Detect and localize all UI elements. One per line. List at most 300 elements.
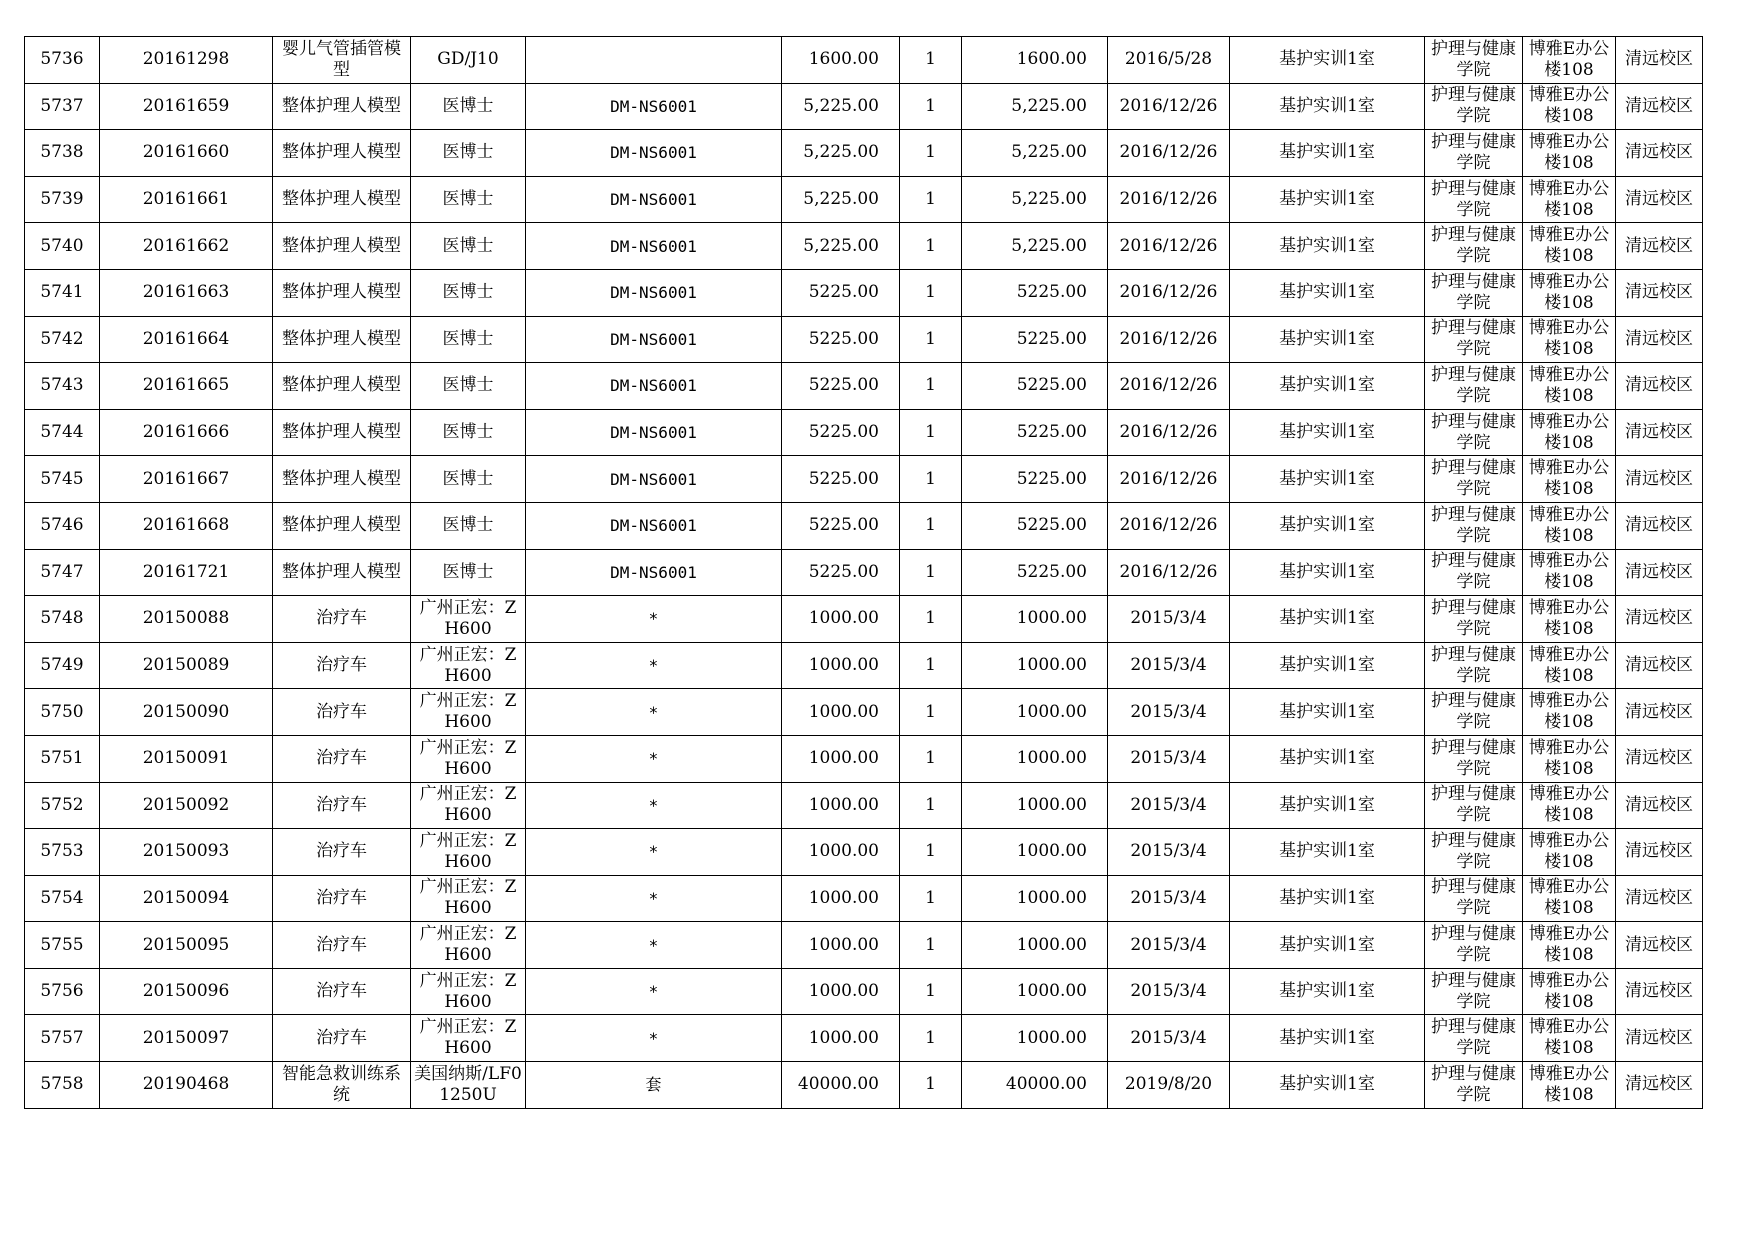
campus-cell: 清远校区 — [1616, 37, 1703, 84]
campus-cell: 清远校区 — [1616, 363, 1703, 410]
asset-code-cell: 20150096 — [100, 968, 273, 1015]
storage-room-cell: 基护实训1室 — [1230, 130, 1425, 177]
amount-cell: 1600.00 — [962, 37, 1108, 84]
storage-room-cell: 基护实训1室 — [1230, 502, 1425, 549]
spec-cell: DM-NS6001 — [526, 83, 782, 130]
asset-code-cell: 20150091 — [100, 735, 273, 782]
brand-model-cell: 广州正宏：ZH600 — [411, 782, 526, 829]
asset-name-cell: 整体护理人模型 — [273, 223, 411, 270]
unit-price-cell: 5225.00 — [782, 269, 900, 316]
unit-price-cell: 40000.00 — [782, 1062, 900, 1109]
department-cell: 护理与健康学院 — [1425, 223, 1523, 270]
brand-model-cell: 医博士 — [411, 456, 526, 503]
seq-cell: 5745 — [25, 456, 100, 503]
campus-cell: 清远校区 — [1616, 223, 1703, 270]
brand-model-cell: 广州正宏：ZH600 — [411, 735, 526, 782]
spec-cell: * — [526, 596, 782, 643]
campus-cell: 清远校区 — [1616, 735, 1703, 782]
purchase-date-cell: 2016/12/26 — [1108, 549, 1230, 596]
campus-cell: 清远校区 — [1616, 1062, 1703, 1109]
seq-cell: 5757 — [25, 1015, 100, 1062]
purchase-date-cell: 2019/8/20 — [1108, 1062, 1230, 1109]
asset-code-cell: 20161667 — [100, 456, 273, 503]
quantity-cell: 1 — [900, 223, 962, 270]
purchase-date-cell: 2016/12/26 — [1108, 363, 1230, 410]
campus-cell: 清远校区 — [1616, 130, 1703, 177]
table-row — [25, 735, 1703, 782]
purchase-date-cell: 2015/3/4 — [1108, 642, 1230, 689]
quantity-cell: 1 — [900, 549, 962, 596]
amount-cell: 40000.00 — [962, 1062, 1108, 1109]
campus-cell: 清远校区 — [1616, 782, 1703, 829]
table-row — [25, 596, 1703, 643]
quantity-cell: 1 — [900, 456, 962, 503]
amount-cell: 1000.00 — [962, 968, 1108, 1015]
campus-cell: 清远校区 — [1616, 269, 1703, 316]
asset-code-cell: 20161662 — [100, 223, 273, 270]
department-cell: 护理与健康学院 — [1425, 689, 1523, 736]
quantity-cell: 1 — [900, 875, 962, 922]
office-location-cell: 博雅E办公楼108 — [1523, 1015, 1616, 1062]
storage-room-cell: 基护实训1室 — [1230, 968, 1425, 1015]
storage-room-cell: 基护实训1室 — [1230, 735, 1425, 782]
table-row — [25, 409, 1703, 456]
asset-code-cell: 20150093 — [100, 829, 273, 876]
asset-name-cell: 整体护理人模型 — [273, 502, 411, 549]
table-row — [25, 1015, 1703, 1062]
purchase-date-cell: 2016/12/26 — [1108, 176, 1230, 223]
asset-name-cell: 整体护理人模型 — [273, 176, 411, 223]
storage-room-cell: 基护实训1室 — [1230, 223, 1425, 270]
asset-name-cell: 整体护理人模型 — [273, 409, 411, 456]
asset-code-cell: 20161666 — [100, 409, 273, 456]
office-location-cell: 博雅E办公楼108 — [1523, 130, 1616, 177]
purchase-date-cell: 2016/5/28 — [1108, 37, 1230, 84]
asset-name-cell: 整体护理人模型 — [273, 549, 411, 596]
asset-code-cell: 20150094 — [100, 875, 273, 922]
seq-cell: 5755 — [25, 922, 100, 969]
campus-cell: 清远校区 — [1616, 176, 1703, 223]
unit-price-cell: 1000.00 — [782, 1015, 900, 1062]
amount-cell: 5,225.00 — [962, 176, 1108, 223]
storage-room-cell: 基护实训1室 — [1230, 83, 1425, 130]
quantity-cell: 1 — [900, 968, 962, 1015]
brand-model-cell: 医博士 — [411, 502, 526, 549]
asset-code-cell: 20161659 — [100, 83, 273, 130]
asset-name-cell: 治疗车 — [273, 642, 411, 689]
table-body — [25, 37, 1703, 1109]
storage-room-cell: 基护实训1室 — [1230, 456, 1425, 503]
asset-name-cell: 整体护理人模型 — [273, 83, 411, 130]
office-location-cell: 博雅E办公楼108 — [1523, 502, 1616, 549]
quantity-cell: 1 — [900, 409, 962, 456]
storage-room-cell: 基护实训1室 — [1230, 176, 1425, 223]
unit-price-cell: 1000.00 — [782, 642, 900, 689]
purchase-date-cell: 2015/3/4 — [1108, 735, 1230, 782]
office-location-cell: 博雅E办公楼108 — [1523, 37, 1616, 84]
campus-cell: 清远校区 — [1616, 1015, 1703, 1062]
campus-cell: 清远校区 — [1616, 689, 1703, 736]
campus-cell: 清远校区 — [1616, 968, 1703, 1015]
spec-cell: DM-NS6001 — [526, 549, 782, 596]
unit-price-cell: 1600.00 — [782, 37, 900, 84]
quantity-cell: 1 — [900, 596, 962, 643]
office-location-cell: 博雅E办公楼108 — [1523, 223, 1616, 270]
asset-name-cell: 智能急救训练系统 — [273, 1062, 411, 1109]
department-cell: 护理与健康学院 — [1425, 596, 1523, 643]
table-row — [25, 269, 1703, 316]
department-cell: 护理与健康学院 — [1425, 642, 1523, 689]
purchase-date-cell: 2015/3/4 — [1108, 689, 1230, 736]
quantity-cell: 1 — [900, 363, 962, 410]
brand-model-cell: 广州正宏：ZH600 — [411, 1015, 526, 1062]
amount-cell: 5,225.00 — [962, 223, 1108, 270]
seq-cell: 5751 — [25, 735, 100, 782]
department-cell: 护理与健康学院 — [1425, 363, 1523, 410]
storage-room-cell: 基护实训1室 — [1230, 549, 1425, 596]
unit-price-cell: 1000.00 — [782, 922, 900, 969]
storage-room-cell: 基护实训1室 — [1230, 1015, 1425, 1062]
spec-cell: * — [526, 829, 782, 876]
seq-cell: 5756 — [25, 968, 100, 1015]
table-row — [25, 502, 1703, 549]
asset-name-cell: 整体护理人模型 — [273, 316, 411, 363]
asset-name-cell: 治疗车 — [273, 922, 411, 969]
asset-name-cell: 治疗车 — [273, 875, 411, 922]
table-row — [25, 968, 1703, 1015]
purchase-date-cell: 2015/3/4 — [1108, 968, 1230, 1015]
spec-cell: * — [526, 922, 782, 969]
spec-cell: * — [526, 642, 782, 689]
department-cell: 护理与健康学院 — [1425, 829, 1523, 876]
department-cell: 护理与健康学院 — [1425, 1062, 1523, 1109]
quantity-cell: 1 — [900, 922, 962, 969]
asset-code-cell: 20161664 — [100, 316, 273, 363]
brand-model-cell: 广州正宏：ZH600 — [411, 596, 526, 643]
storage-room-cell: 基护实训1室 — [1230, 596, 1425, 643]
brand-model-cell: 美国纳斯/LF01250U — [411, 1062, 526, 1109]
table-row — [25, 782, 1703, 829]
amount-cell: 1000.00 — [962, 922, 1108, 969]
asset-code-cell: 20161298 — [100, 37, 273, 84]
brand-model-cell: 医博士 — [411, 223, 526, 270]
department-cell: 护理与健康学院 — [1425, 968, 1523, 1015]
table-row — [25, 549, 1703, 596]
purchase-date-cell: 2016/12/26 — [1108, 83, 1230, 130]
unit-price-cell: 1000.00 — [782, 875, 900, 922]
asset-code-cell: 20161668 — [100, 502, 273, 549]
amount-cell: 1000.00 — [962, 829, 1108, 876]
brand-model-cell: 广州正宏：ZH600 — [411, 829, 526, 876]
unit-price-cell: 5225.00 — [782, 316, 900, 363]
asset-code-cell: 20150088 — [100, 596, 273, 643]
asset-code-cell: 20161663 — [100, 269, 273, 316]
department-cell: 护理与健康学院 — [1425, 735, 1523, 782]
office-location-cell: 博雅E办公楼108 — [1523, 1062, 1616, 1109]
campus-cell: 清远校区 — [1616, 922, 1703, 969]
spec-cell: DM-NS6001 — [526, 176, 782, 223]
seq-cell: 5753 — [25, 829, 100, 876]
amount-cell: 1000.00 — [962, 735, 1108, 782]
campus-cell: 清远校区 — [1616, 316, 1703, 363]
office-location-cell: 博雅E办公楼108 — [1523, 456, 1616, 503]
asset-name-cell: 治疗车 — [273, 968, 411, 1015]
spec-cell: DM-NS6001 — [526, 269, 782, 316]
purchase-date-cell: 2015/3/4 — [1108, 596, 1230, 643]
spec-cell: * — [526, 735, 782, 782]
purchase-date-cell: 2016/12/26 — [1108, 223, 1230, 270]
asset-name-cell: 整体护理人模型 — [273, 456, 411, 503]
quantity-cell: 1 — [900, 642, 962, 689]
purchase-date-cell: 2015/3/4 — [1108, 782, 1230, 829]
brand-model-cell: 医博士 — [411, 549, 526, 596]
storage-room-cell: 基护实训1室 — [1230, 875, 1425, 922]
office-location-cell: 博雅E办公楼108 — [1523, 829, 1616, 876]
asset-name-cell: 治疗车 — [273, 689, 411, 736]
campus-cell: 清远校区 — [1616, 502, 1703, 549]
office-location-cell: 博雅E办公楼108 — [1523, 642, 1616, 689]
brand-model-cell: 广州正宏：ZH600 — [411, 922, 526, 969]
office-location-cell: 博雅E办公楼108 — [1523, 922, 1616, 969]
spec-cell: DM-NS6001 — [526, 316, 782, 363]
office-location-cell: 博雅E办公楼108 — [1523, 83, 1616, 130]
amount-cell: 5,225.00 — [962, 130, 1108, 177]
office-location-cell: 博雅E办公楼108 — [1523, 316, 1616, 363]
department-cell: 护理与健康学院 — [1425, 1015, 1523, 1062]
quantity-cell: 1 — [900, 689, 962, 736]
purchase-date-cell: 2015/3/4 — [1108, 829, 1230, 876]
table-row — [25, 37, 1703, 84]
brand-model-cell: 医博士 — [411, 409, 526, 456]
spec-cell: * — [526, 689, 782, 736]
office-location-cell: 博雅E办公楼108 — [1523, 549, 1616, 596]
unit-price-cell: 1000.00 — [782, 782, 900, 829]
unit-price-cell: 1000.00 — [782, 689, 900, 736]
unit-price-cell: 5225.00 — [782, 409, 900, 456]
amount-cell: 1000.00 — [962, 642, 1108, 689]
storage-room-cell: 基护实训1室 — [1230, 689, 1425, 736]
spec-cell: DM-NS6001 — [526, 130, 782, 177]
storage-room-cell: 基护实训1室 — [1230, 409, 1425, 456]
seq-cell: 5740 — [25, 223, 100, 270]
campus-cell: 清远校区 — [1616, 829, 1703, 876]
amount-cell: 5225.00 — [962, 549, 1108, 596]
purchase-date-cell: 2016/12/26 — [1108, 269, 1230, 316]
seq-cell: 5736 — [25, 37, 100, 84]
office-location-cell: 博雅E办公楼108 — [1523, 269, 1616, 316]
table-row — [25, 176, 1703, 223]
unit-price-cell: 5225.00 — [782, 456, 900, 503]
unit-price-cell: 1000.00 — [782, 596, 900, 643]
seq-cell: 5737 — [25, 83, 100, 130]
brand-model-cell: 广州正宏：ZH600 — [411, 689, 526, 736]
storage-room-cell: 基护实训1室 — [1230, 269, 1425, 316]
purchase-date-cell: 2015/3/4 — [1108, 875, 1230, 922]
office-location-cell: 博雅E办公楼108 — [1523, 176, 1616, 223]
amount-cell: 5225.00 — [962, 502, 1108, 549]
seq-cell: 5746 — [25, 502, 100, 549]
brand-model-cell: 医博士 — [411, 269, 526, 316]
seq-cell: 5739 — [25, 176, 100, 223]
amount-cell: 1000.00 — [962, 689, 1108, 736]
quantity-cell: 1 — [900, 782, 962, 829]
spec-cell: DM-NS6001 — [526, 409, 782, 456]
storage-room-cell: 基护实训1室 — [1230, 37, 1425, 84]
table-row — [25, 223, 1703, 270]
campus-cell: 清远校区 — [1616, 549, 1703, 596]
campus-cell: 清远校区 — [1616, 456, 1703, 503]
quantity-cell: 1 — [900, 829, 962, 876]
asset-code-cell: 20161660 — [100, 130, 273, 177]
table-row — [25, 642, 1703, 689]
quantity-cell: 1 — [900, 735, 962, 782]
storage-room-cell: 基护实训1室 — [1230, 316, 1425, 363]
quantity-cell: 1 — [900, 83, 962, 130]
amount-cell: 5225.00 — [962, 409, 1108, 456]
unit-price-cell: 5225.00 — [782, 549, 900, 596]
purchase-date-cell: 2016/12/26 — [1108, 130, 1230, 177]
table-row — [25, 1062, 1703, 1109]
storage-room-cell: 基护实训1室 — [1230, 829, 1425, 876]
department-cell: 护理与健康学院 — [1425, 409, 1523, 456]
department-cell: 护理与健康学院 — [1425, 176, 1523, 223]
amount-cell: 5,225.00 — [962, 83, 1108, 130]
unit-price-cell: 1000.00 — [782, 968, 900, 1015]
storage-room-cell: 基护实训1室 — [1230, 363, 1425, 410]
office-location-cell: 博雅E办公楼108 — [1523, 782, 1616, 829]
seq-cell: 5741 — [25, 269, 100, 316]
asset-table — [24, 36, 1703, 1109]
table-row — [25, 689, 1703, 736]
office-location-cell: 博雅E办公楼108 — [1523, 596, 1616, 643]
seq-cell: 5747 — [25, 549, 100, 596]
department-cell: 护理与健康学院 — [1425, 269, 1523, 316]
amount-cell: 5225.00 — [962, 363, 1108, 410]
asset-name-cell: 治疗车 — [273, 596, 411, 643]
brand-model-cell: 广州正宏：ZH600 — [411, 968, 526, 1015]
campus-cell: 清远校区 — [1616, 83, 1703, 130]
asset-name-cell: 整体护理人模型 — [273, 363, 411, 410]
spec-cell: * — [526, 968, 782, 1015]
amount-cell: 5225.00 — [962, 269, 1108, 316]
amount-cell: 1000.00 — [962, 596, 1108, 643]
quantity-cell: 1 — [900, 1062, 962, 1109]
asset-code-cell: 20150092 — [100, 782, 273, 829]
amount-cell: 1000.00 — [962, 1015, 1108, 1062]
table-row — [25, 83, 1703, 130]
asset-name-cell: 治疗车 — [273, 782, 411, 829]
department-cell: 护理与健康学院 — [1425, 502, 1523, 549]
department-cell: 护理与健康学院 — [1425, 875, 1523, 922]
spec-cell: * — [526, 875, 782, 922]
brand-model-cell: GD/J10 — [411, 37, 526, 84]
purchase-date-cell: 2016/12/26 — [1108, 316, 1230, 363]
unit-price-cell: 5,225.00 — [782, 176, 900, 223]
quantity-cell: 1 — [900, 37, 962, 84]
unit-price-cell: 5,225.00 — [782, 83, 900, 130]
spec-cell: DM-NS6001 — [526, 456, 782, 503]
quantity-cell: 1 — [900, 130, 962, 177]
purchase-date-cell: 2016/12/26 — [1108, 502, 1230, 549]
amount-cell: 1000.00 — [962, 875, 1108, 922]
office-location-cell: 博雅E办公楼108 — [1523, 363, 1616, 410]
office-location-cell: 博雅E办公楼108 — [1523, 875, 1616, 922]
spec-cell: * — [526, 782, 782, 829]
purchase-date-cell: 2015/3/4 — [1108, 922, 1230, 969]
storage-room-cell: 基护实训1室 — [1230, 922, 1425, 969]
asset-code-cell: 20150089 — [100, 642, 273, 689]
asset-code-cell: 20150095 — [100, 922, 273, 969]
unit-price-cell: 1000.00 — [782, 735, 900, 782]
quantity-cell: 1 — [900, 1015, 962, 1062]
brand-model-cell: 医博士 — [411, 83, 526, 130]
office-location-cell: 博雅E办公楼108 — [1523, 409, 1616, 456]
seq-cell: 5744 — [25, 409, 100, 456]
spec-cell: 套 — [526, 1062, 782, 1109]
department-cell: 护理与健康学院 — [1425, 922, 1523, 969]
office-location-cell: 博雅E办公楼108 — [1523, 968, 1616, 1015]
unit-price-cell: 5,225.00 — [782, 223, 900, 270]
unit-price-cell: 1000.00 — [782, 829, 900, 876]
asset-name-cell: 治疗车 — [273, 829, 411, 876]
asset-name-cell: 治疗车 — [273, 735, 411, 782]
office-location-cell: 博雅E办公楼108 — [1523, 735, 1616, 782]
seq-cell: 5758 — [25, 1062, 100, 1109]
campus-cell: 清远校区 — [1616, 409, 1703, 456]
asset-code-cell: 20150090 — [100, 689, 273, 736]
department-cell: 护理与健康学院 — [1425, 83, 1523, 130]
quantity-cell: 1 — [900, 269, 962, 316]
seq-cell: 5750 — [25, 689, 100, 736]
asset-name-cell: 整体护理人模型 — [273, 130, 411, 177]
department-cell: 护理与健康学院 — [1425, 37, 1523, 84]
unit-price-cell: 5225.00 — [782, 363, 900, 410]
table-row — [25, 316, 1703, 363]
asset-name-cell: 治疗车 — [273, 1015, 411, 1062]
brand-model-cell: 广州正宏：ZH600 — [411, 875, 526, 922]
asset-code-cell: 20161661 — [100, 176, 273, 223]
asset-code-cell: 20161721 — [100, 549, 273, 596]
table-row — [25, 922, 1703, 969]
storage-room-cell: 基护实训1室 — [1230, 782, 1425, 829]
amount-cell: 5225.00 — [962, 316, 1108, 363]
department-cell: 护理与健康学院 — [1425, 130, 1523, 177]
asset-code-cell: 20150097 — [100, 1015, 273, 1062]
amount-cell: 5225.00 — [962, 456, 1108, 503]
asset-code-cell: 20190468 — [100, 1062, 273, 1109]
seq-cell: 5738 — [25, 130, 100, 177]
amount-cell: 1000.00 — [962, 782, 1108, 829]
seq-cell: 5742 — [25, 316, 100, 363]
department-cell: 护理与健康学院 — [1425, 549, 1523, 596]
department-cell: 护理与健康学院 — [1425, 316, 1523, 363]
campus-cell: 清远校区 — [1616, 642, 1703, 689]
asset-name-cell: 婴儿气管插管模型 — [273, 37, 411, 84]
purchase-date-cell: 2016/12/26 — [1108, 456, 1230, 503]
campus-cell: 清远校区 — [1616, 875, 1703, 922]
table-row — [25, 456, 1703, 503]
office-location-cell: 博雅E办公楼108 — [1523, 689, 1616, 736]
seq-cell: 5754 — [25, 875, 100, 922]
quantity-cell: 1 — [900, 502, 962, 549]
unit-price-cell: 5225.00 — [782, 502, 900, 549]
purchase-date-cell: 2015/3/4 — [1108, 1015, 1230, 1062]
asset-name-cell: 整体护理人模型 — [273, 269, 411, 316]
seq-cell: 5752 — [25, 782, 100, 829]
quantity-cell: 1 — [900, 316, 962, 363]
table-row — [25, 829, 1703, 876]
campus-cell: 清远校区 — [1616, 596, 1703, 643]
